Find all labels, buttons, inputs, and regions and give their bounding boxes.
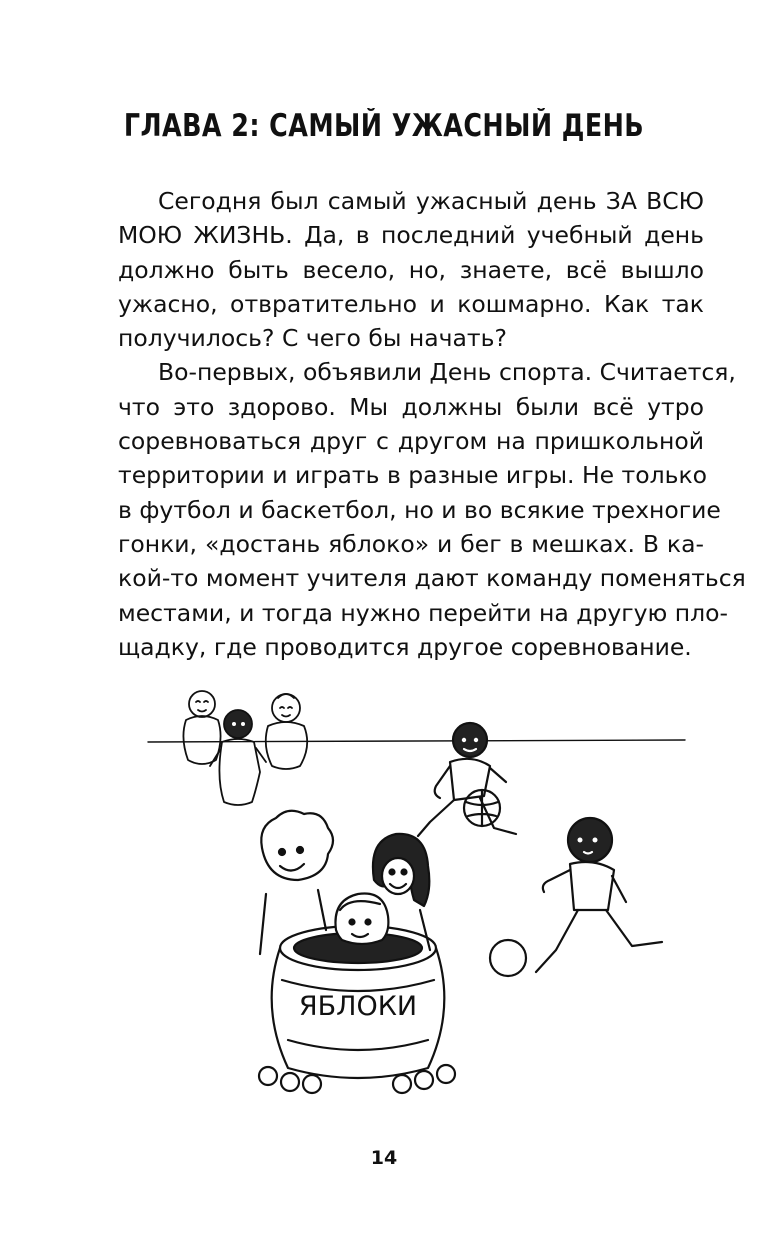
chapter-title: ГЛАВА 2: САМЫЙ УЖАСНЫЙ ДЕНЬ bbox=[123, 108, 645, 144]
text-line: соревноваться друг с другом на пришкольной bbox=[118, 427, 704, 456]
text-line: гонки, «достань яблоко» и бег в мешках. В ка- bbox=[118, 529, 704, 558]
sack-race-children bbox=[183, 691, 307, 805]
barrel-child bbox=[335, 893, 388, 944]
text-line: ужасно, отвратительно и кошмарно. Как так bbox=[118, 289, 704, 318]
text-line: что это здорово. Мы должны были всё утро bbox=[118, 392, 704, 421]
curly-hair-boy bbox=[260, 811, 333, 954]
text-line: Сегодня был самый ужасный день ЗА ВСЮ bbox=[158, 187, 704, 215]
text-line: территории и играть в разные игры. Не только bbox=[118, 461, 708, 490]
soccer-ball bbox=[490, 940, 526, 976]
football-child bbox=[536, 818, 662, 972]
text-line: кой-то момент учителя дают команду поменяться bbox=[118, 564, 746, 593]
sports-day-illustration bbox=[140, 680, 700, 1100]
barrel-label: ЯБЛОКИ bbox=[298, 991, 418, 1022]
body-text bbox=[118, 184, 746, 664]
text-line: МОЮ ЖИЗНЬ. Да, в последний учебный день bbox=[118, 221, 704, 250]
text-line: должно быть весело, но, знаете, всё вышло bbox=[118, 255, 704, 284]
basketball-child bbox=[418, 723, 516, 836]
text-line: щадку, где проводится другое соревнование. bbox=[118, 632, 692, 661]
apple-barrel bbox=[259, 926, 455, 1093]
page-number: 14 bbox=[370, 1147, 398, 1169]
text-line: в футбол и баскетбол, но и во всякие трехногие bbox=[118, 495, 721, 524]
text-line: местами, и тогда нужно перейти на другую пло- bbox=[118, 598, 729, 627]
text-line: Во-первых, объявили День спорта. Считается, bbox=[158, 358, 736, 387]
text-line: получилось? С чего бы начать? bbox=[118, 324, 507, 353]
